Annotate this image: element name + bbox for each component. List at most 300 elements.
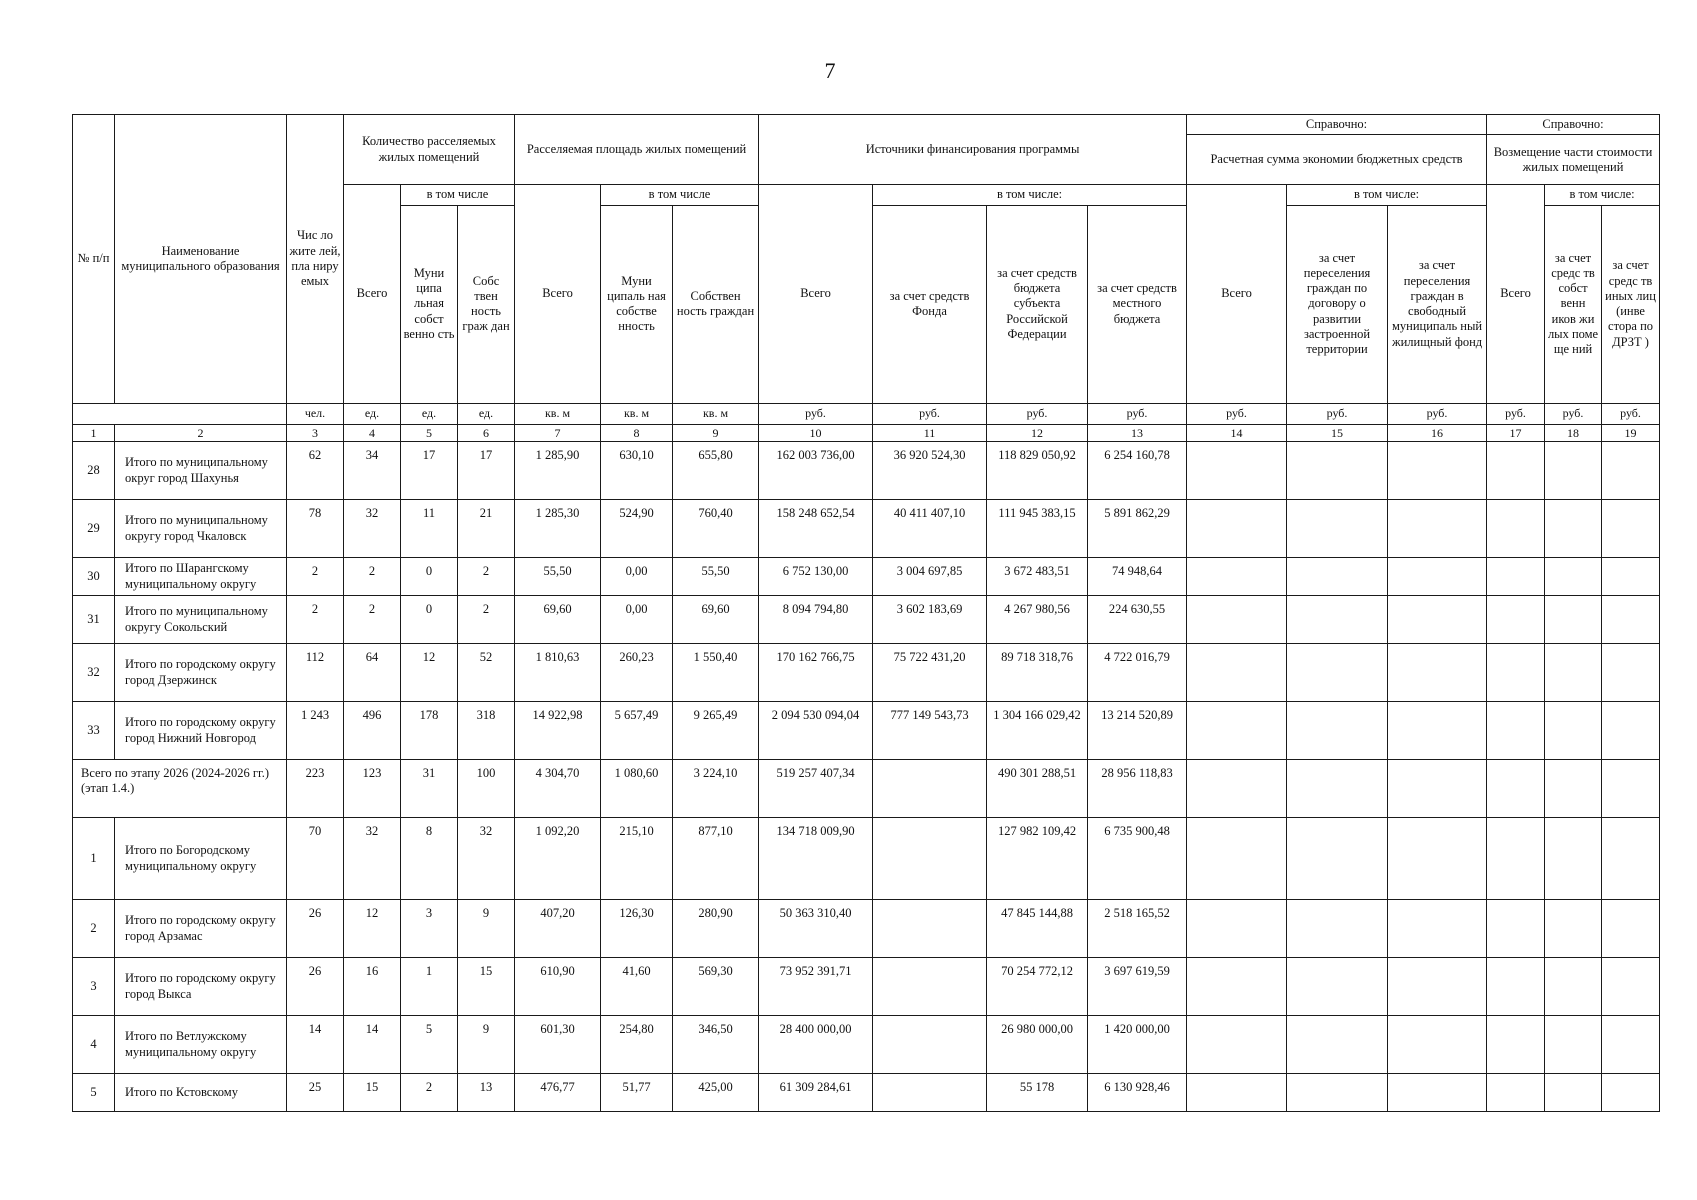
empty-ref-cell	[1545, 644, 1602, 702]
cell-fin-subject: 70 254 772,12	[987, 958, 1088, 1016]
column-number-cell: 1	[73, 424, 115, 442]
cell-fin-local: 28 956 118,83	[1088, 760, 1187, 818]
cell-cnt-mun: 12	[401, 644, 458, 702]
empty-ref-cell	[1388, 500, 1487, 558]
cell-fin-fund	[873, 1016, 987, 1074]
table-row	[73, 442, 1660, 500]
empty-ref-cell	[1287, 1074, 1388, 1112]
cell-cnt-mun: 2	[401, 1074, 458, 1112]
empty-ref-cell	[1487, 702, 1545, 760]
cell-area-mun: 5 657,49	[601, 702, 673, 760]
column-number-cell: 6	[458, 424, 515, 442]
cell-fin-local: 74 948,64	[1088, 558, 1187, 596]
table-row	[73, 500, 1660, 558]
cell-area-total: 407,20	[515, 900, 601, 958]
empty-ref-cell	[1602, 1074, 1660, 1112]
header-ref1-dev: за счет переселения граждан по договору о развитии застроенной территории	[1287, 205, 1388, 403]
cell-fin-local: 5 891 862,29	[1088, 500, 1187, 558]
cell-fin-subject: 127 982 109,42	[987, 818, 1088, 900]
row-number: 31	[73, 596, 115, 644]
empty-ref-cell	[1187, 958, 1287, 1016]
cell-fin-fund	[873, 900, 987, 958]
header-ref2-title: Справочно:	[1487, 115, 1660, 135]
municipality-name: Итого по городскому округу город Арзамас	[115, 900, 287, 958]
municipality-name: Итого по муниципальному округу город Чкаловск	[115, 500, 287, 558]
cell-cnt-own: 32	[458, 818, 515, 900]
column-number-cell: 16	[1388, 424, 1487, 442]
cell-area-total: 1 285,90	[515, 442, 601, 500]
unit-cell: ед.	[344, 403, 401, 424]
row-number: 33	[73, 702, 115, 760]
cell-fin-fund: 777 149 543,73	[873, 702, 987, 760]
empty-ref-cell	[1187, 442, 1287, 500]
column-number-cell: 5	[401, 424, 458, 442]
row-number: 30	[73, 558, 115, 596]
cell-fin-local: 6 735 900,48	[1088, 818, 1187, 900]
empty-ref-cell	[1187, 900, 1287, 958]
header-area-total: Всего	[515, 185, 601, 403]
cell-fin-subject: 4 267 980,56	[987, 596, 1088, 644]
table-row	[73, 1016, 1660, 1074]
empty-ref-cell	[1287, 500, 1388, 558]
header-count-own: Собс твен ность граж дан	[458, 205, 515, 403]
municipality-name: Итого по городскому округу город Выкса	[115, 958, 287, 1016]
cell-fin-local: 6 254 160,78	[1088, 442, 1187, 500]
stage-total-label: Всего по этапу 2026 (2024-2026 гг.) (этап 1.4.)	[73, 760, 287, 818]
cell-area-mun: 215,10	[601, 818, 673, 900]
header-finance-group: Источники финансирования программы	[759, 115, 1187, 185]
cell-fin-subject: 47 845 144,88	[987, 900, 1088, 958]
cell-fin-subject: 490 301 288,51	[987, 760, 1088, 818]
cell-cnt-mun: 5	[401, 1016, 458, 1074]
cell-area-own: 280,90	[673, 900, 759, 958]
stage-total-row	[73, 760, 1660, 818]
cell-area-mun: 51,77	[601, 1074, 673, 1112]
cell-area-mun: 260,23	[601, 644, 673, 702]
empty-ref-cell	[1287, 644, 1388, 702]
cell-fin-total: 6 752 130,00	[759, 558, 873, 596]
cell-area-mun: 524,90	[601, 500, 673, 558]
cell-fin-local: 13 214 520,89	[1088, 702, 1187, 760]
table-row	[73, 596, 1660, 644]
cell-fin-total: 162 003 736,00	[759, 442, 873, 500]
unit-cell: чел.	[287, 403, 344, 424]
cell-fin-fund	[873, 818, 987, 900]
empty-ref-cell	[1187, 1074, 1287, 1112]
cell-area-total: 55,50	[515, 558, 601, 596]
cell-fin-fund	[873, 1074, 987, 1112]
cell-area-total: 1 285,30	[515, 500, 601, 558]
unit-cell: руб.	[1487, 403, 1545, 424]
cell-cnt-total: 34	[344, 442, 401, 500]
cell-area-mun: 254,80	[601, 1016, 673, 1074]
cell-fin-total: 8 094 794,80	[759, 596, 873, 644]
cell-cnt-own: 2	[458, 596, 515, 644]
empty-ref-cell	[1187, 702, 1287, 760]
cell-residents: 26	[287, 958, 344, 1016]
cell-cnt-mun: 3	[401, 900, 458, 958]
empty-ref-cell	[1187, 818, 1287, 900]
column-number-cell: 19	[1602, 424, 1660, 442]
column-number-cell: 15	[1287, 424, 1388, 442]
municipality-name: Итого по Кстовскому	[115, 1074, 287, 1112]
empty-ref-cell	[1545, 1074, 1602, 1112]
empty-ref-cell	[1187, 500, 1287, 558]
cell-cnt-total: 16	[344, 958, 401, 1016]
cell-area-own: 69,60	[673, 596, 759, 644]
cell-fin-subject: 118 829 050,92	[987, 442, 1088, 500]
municipality-name: Итого по Богородскому муниципальному округу	[115, 818, 287, 900]
cell-cnt-total: 12	[344, 900, 401, 958]
table-row	[73, 818, 1660, 900]
column-number-cell: 10	[759, 424, 873, 442]
header-count-total: Всего	[344, 185, 401, 403]
empty-ref-cell	[1187, 644, 1287, 702]
cell-cnt-own: 318	[458, 702, 515, 760]
cell-area-total: 1 810,63	[515, 644, 601, 702]
cell-fin-subject: 55 178	[987, 1074, 1088, 1112]
unit-cell: ед.	[401, 403, 458, 424]
cell-fin-local: 2 518 165,52	[1088, 900, 1187, 958]
cell-fin-total: 170 162 766,75	[759, 644, 873, 702]
cell-residents: 1 243	[287, 702, 344, 760]
empty-ref-cell	[1388, 760, 1487, 818]
header-area-mun: Муни ципаль ная собстве нность	[601, 205, 673, 403]
cell-cnt-mun: 0	[401, 596, 458, 644]
empty-ref-cell	[1602, 900, 1660, 958]
column-number-cell: 8	[601, 424, 673, 442]
header-area-incl: в том числе	[601, 185, 759, 205]
cell-fin-local: 3 697 619,59	[1088, 958, 1187, 1016]
header-count-group: Количество расселяемых жилых помещений	[344, 115, 515, 185]
municipality-name: Итого по городскому округу город Нижний Новгород	[115, 702, 287, 760]
cell-fin-subject: 89 718 318,76	[987, 644, 1088, 702]
empty-ref-cell	[1545, 558, 1602, 596]
row-number: 2	[73, 900, 115, 958]
cell-fin-total: 519 257 407,34	[759, 760, 873, 818]
empty-ref-cell	[1487, 900, 1545, 958]
units-spacer	[73, 403, 287, 424]
empty-ref-cell	[1287, 760, 1388, 818]
row-number: 28	[73, 442, 115, 500]
empty-ref-cell	[1388, 818, 1487, 900]
header-area-group: Расселяемая площадь жилых помещений	[515, 115, 759, 185]
empty-ref-cell	[1187, 1016, 1287, 1074]
cell-residents: 14	[287, 1016, 344, 1074]
cell-area-mun: 41,60	[601, 958, 673, 1016]
cell-cnt-total: 496	[344, 702, 401, 760]
empty-ref-cell	[1287, 442, 1388, 500]
cell-area-own: 569,30	[673, 958, 759, 1016]
unit-cell: руб.	[1287, 403, 1388, 424]
cell-cnt-own: 21	[458, 500, 515, 558]
empty-ref-cell	[1388, 442, 1487, 500]
column-number-cell: 7	[515, 424, 601, 442]
cell-residents: 26	[287, 900, 344, 958]
cell-fin-fund: 3 004 697,85	[873, 558, 987, 596]
cell-fin-total: 134 718 009,90	[759, 818, 873, 900]
table-row	[73, 900, 1660, 958]
empty-ref-cell	[1545, 900, 1602, 958]
header-count-incl: в том числе	[401, 185, 515, 205]
cell-fin-total: 73 952 391,71	[759, 958, 873, 1016]
header-residents: Чис ло жите лей, пла ниру емых	[287, 115, 344, 404]
cell-fin-fund	[873, 958, 987, 1016]
empty-ref-cell	[1545, 702, 1602, 760]
cell-fin-fund: 75 722 431,20	[873, 644, 987, 702]
cell-residents: 70	[287, 818, 344, 900]
header-fin-local: за счет средств местного бюджета	[1088, 205, 1187, 403]
cell-residents: 25	[287, 1074, 344, 1112]
cell-cnt-mun: 0	[401, 558, 458, 596]
cell-cnt-own: 13	[458, 1074, 515, 1112]
cell-cnt-total: 2	[344, 596, 401, 644]
cell-cnt-own: 17	[458, 442, 515, 500]
header-ref2-incl: в том числе:	[1545, 185, 1660, 205]
header-ref1-total: Всего	[1187, 185, 1287, 403]
column-number-cell: 12	[987, 424, 1088, 442]
unit-cell: руб.	[1545, 403, 1602, 424]
empty-ref-cell	[1602, 818, 1660, 900]
column-number-cell: 3	[287, 424, 344, 442]
cell-residents: 223	[287, 760, 344, 818]
cell-fin-subject: 1 304 166 029,42	[987, 702, 1088, 760]
empty-ref-cell	[1388, 958, 1487, 1016]
cell-area-total: 69,60	[515, 596, 601, 644]
table-row	[73, 702, 1660, 760]
unit-cell: руб.	[1388, 403, 1487, 424]
empty-ref-cell	[1287, 1016, 1388, 1074]
column-number-cell: 14	[1187, 424, 1287, 442]
row-number: 29	[73, 500, 115, 558]
cell-fin-subject: 111 945 383,15	[987, 500, 1088, 558]
empty-ref-cell	[1602, 1016, 1660, 1074]
unit-cell: руб.	[1088, 403, 1187, 424]
table-row	[73, 958, 1660, 1016]
cell-cnt-total: 123	[344, 760, 401, 818]
cell-cnt-own: 9	[458, 900, 515, 958]
row-number: 5	[73, 1074, 115, 1112]
cell-residents: 78	[287, 500, 344, 558]
cell-area-total: 14 922,98	[515, 702, 601, 760]
empty-ref-cell	[1287, 958, 1388, 1016]
empty-ref-cell	[1602, 442, 1660, 500]
empty-ref-cell	[1602, 558, 1660, 596]
cell-cnt-total: 32	[344, 500, 401, 558]
cell-cnt-total: 15	[344, 1074, 401, 1112]
cell-cnt-total: 64	[344, 644, 401, 702]
cell-fin-total: 50 363 310,40	[759, 900, 873, 958]
cell-fin-total: 2 094 530 094,04	[759, 702, 873, 760]
empty-ref-cell	[1187, 596, 1287, 644]
header-ref2-owners: за счет средс тв собст венн иков жи лых поме ще ний	[1545, 205, 1602, 403]
empty-ref-cell	[1545, 596, 1602, 644]
empty-ref-cell	[1545, 958, 1602, 1016]
unit-cell: руб.	[1602, 403, 1660, 424]
empty-ref-cell	[1388, 644, 1487, 702]
table-row	[73, 558, 1660, 596]
cell-area-total: 4 304,70	[515, 760, 601, 818]
empty-ref-cell	[1487, 818, 1545, 900]
cell-area-own: 55,50	[673, 558, 759, 596]
empty-ref-cell	[1487, 442, 1545, 500]
empty-ref-cell	[1487, 644, 1545, 702]
cell-cnt-own: 52	[458, 644, 515, 702]
column-number-cell: 13	[1088, 424, 1187, 442]
cell-area-own: 1 550,40	[673, 644, 759, 702]
row-number: 32	[73, 644, 115, 702]
empty-ref-cell	[1487, 500, 1545, 558]
empty-ref-cell	[1388, 702, 1487, 760]
cell-cnt-mun: 1	[401, 958, 458, 1016]
cell-cnt-mun: 8	[401, 818, 458, 900]
empty-ref-cell	[1187, 558, 1287, 596]
empty-ref-cell	[1388, 596, 1487, 644]
column-number-cell: 18	[1545, 424, 1602, 442]
empty-ref-cell	[1487, 760, 1545, 818]
header-ref1-title: Справочно:	[1187, 115, 1487, 135]
unit-cell: руб.	[1187, 403, 1287, 424]
empty-ref-cell	[1487, 1016, 1545, 1074]
column-number-cell: 11	[873, 424, 987, 442]
cell-residents: 62	[287, 442, 344, 500]
cell-fin-total: 158 248 652,54	[759, 500, 873, 558]
cell-cnt-own: 9	[458, 1016, 515, 1074]
cell-area-own: 425,00	[673, 1074, 759, 1112]
empty-ref-cell	[1545, 760, 1602, 818]
header-fin-subject: за счет средств бюджета субъекта Российской Федерации	[987, 205, 1088, 403]
cell-fin-subject: 26 980 000,00	[987, 1016, 1088, 1074]
units-row	[73, 403, 1660, 424]
header-ref2-other: за счет средс тв иных лиц (инве стора по ДРЗТ )	[1602, 205, 1660, 403]
column-numbers-row	[73, 424, 1660, 442]
empty-ref-cell	[1287, 818, 1388, 900]
cell-residents: 2	[287, 558, 344, 596]
cell-cnt-total: 14	[344, 1016, 401, 1074]
table-row	[73, 1074, 1660, 1112]
cell-area-mun: 630,10	[601, 442, 673, 500]
cell-residents: 2	[287, 596, 344, 644]
cell-fin-total: 61 309 284,61	[759, 1074, 873, 1112]
unit-cell: ед.	[458, 403, 515, 424]
cell-area-own: 3 224,10	[673, 760, 759, 818]
empty-ref-cell	[1602, 644, 1660, 702]
empty-ref-cell	[1487, 958, 1545, 1016]
cell-cnt-mun: 178	[401, 702, 458, 760]
unit-cell: кв. м	[601, 403, 673, 424]
cell-fin-local: 1 420 000,00	[1088, 1016, 1187, 1074]
empty-ref-cell	[1487, 596, 1545, 644]
empty-ref-cell	[1545, 500, 1602, 558]
cell-cnt-total: 32	[344, 818, 401, 900]
cell-cnt-total: 2	[344, 558, 401, 596]
row-number: 1	[73, 818, 115, 900]
empty-ref-cell	[1287, 702, 1388, 760]
header-ref1-group: Расчетная сумма экономии бюджетных средств	[1187, 135, 1487, 185]
header-area-own: Собствен ность граждан	[673, 205, 759, 403]
cell-fin-local: 6 130 928,46	[1088, 1074, 1187, 1112]
cell-fin-local: 224 630,55	[1088, 596, 1187, 644]
cell-residents: 112	[287, 644, 344, 702]
empty-ref-cell	[1388, 900, 1487, 958]
cell-area-own: 9 265,49	[673, 702, 759, 760]
header-fin-total: Всего	[759, 185, 873, 403]
cell-cnt-mun: 17	[401, 442, 458, 500]
cell-cnt-mun: 11	[401, 500, 458, 558]
empty-ref-cell	[1388, 1016, 1487, 1074]
unit-cell: кв. м	[673, 403, 759, 424]
empty-ref-cell	[1287, 596, 1388, 644]
empty-ref-cell	[1602, 596, 1660, 644]
cell-area-mun: 126,30	[601, 900, 673, 958]
cell-cnt-own: 2	[458, 558, 515, 596]
cell-area-own: 655,80	[673, 442, 759, 500]
empty-ref-cell	[1602, 702, 1660, 760]
cell-area-own: 760,40	[673, 500, 759, 558]
empty-ref-cell	[1545, 1016, 1602, 1074]
cell-area-total: 1 092,20	[515, 818, 601, 900]
municipality-name: Итого по городскому округу город Дзержинск	[115, 644, 287, 702]
cell-fin-local: 4 722 016,79	[1088, 644, 1187, 702]
unit-cell: руб.	[759, 403, 873, 424]
empty-ref-cell	[1487, 1074, 1545, 1112]
cell-cnt-own: 15	[458, 958, 515, 1016]
empty-ref-cell	[1287, 558, 1388, 596]
cell-area-mun: 1 080,60	[601, 760, 673, 818]
column-number-cell: 9	[673, 424, 759, 442]
municipality-name: Итого по Ветлужскому муниципальному округу	[115, 1016, 287, 1074]
row-number: 4	[73, 1016, 115, 1074]
cell-fin-fund: 36 920 524,30	[873, 442, 987, 500]
table-row	[73, 644, 1660, 702]
unit-cell: руб.	[873, 403, 987, 424]
header-fin-fund: за счет средств Фонда	[873, 205, 987, 403]
header-fin-incl: в том числе:	[873, 185, 1187, 205]
cell-area-mun: 0,00	[601, 558, 673, 596]
cell-fin-fund	[873, 760, 987, 818]
empty-ref-cell	[1287, 900, 1388, 958]
cell-area-own: 877,10	[673, 818, 759, 900]
header-num: № п/п	[73, 115, 115, 404]
municipality-name: Итого по Шарангскому муниципальному округу	[115, 558, 287, 596]
empty-ref-cell	[1545, 818, 1602, 900]
cell-area-own: 346,50	[673, 1016, 759, 1074]
header-name: Наименование муниципального образования	[115, 115, 287, 404]
cell-cnt-mun: 31	[401, 760, 458, 818]
column-number-cell: 4	[344, 424, 401, 442]
cell-area-total: 610,90	[515, 958, 601, 1016]
cell-area-total: 476,77	[515, 1074, 601, 1112]
cell-fin-fund: 3 602 183,69	[873, 596, 987, 644]
cell-cnt-own: 100	[458, 760, 515, 818]
empty-ref-cell	[1487, 558, 1545, 596]
header-count-mun: Муни ципа льная собст венно сть	[401, 205, 458, 403]
header-ref2-total: Всего	[1487, 185, 1545, 403]
empty-ref-cell	[1602, 958, 1660, 1016]
header-ref1-free: за счет переселения граждан в свободный муниципаль ный жилищный фонд	[1388, 205, 1487, 403]
page-number: 7	[824, 58, 836, 83]
cell-area-total: 601,30	[515, 1016, 601, 1074]
empty-ref-cell	[1388, 1074, 1487, 1112]
header-ref1-incl: в том числе:	[1287, 185, 1487, 205]
column-number-cell: 17	[1487, 424, 1545, 442]
empty-ref-cell	[1388, 558, 1487, 596]
column-number-cell: 2	[115, 424, 287, 442]
empty-ref-cell	[1602, 760, 1660, 818]
empty-ref-cell	[1545, 442, 1602, 500]
cell-fin-total: 28 400 000,00	[759, 1016, 873, 1074]
resettlement-table	[72, 114, 1660, 1112]
